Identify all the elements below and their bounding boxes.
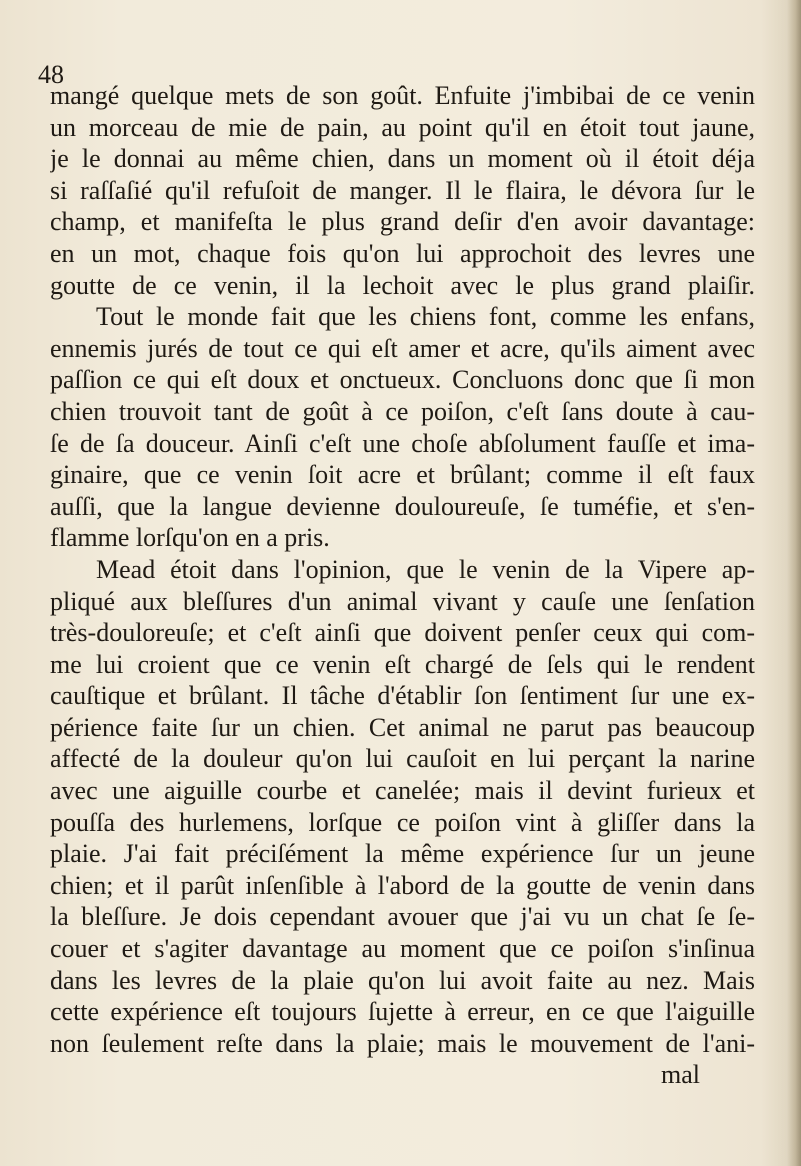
text-line: la bleſſure. Je dois cependant avouer que j'ai vu un chat ſe ſe-	[50, 902, 755, 932]
text-line: paſſion ce qui eſt doux et onctueux. Concluons donc que ſi mon	[50, 365, 755, 395]
text-line: pliqué aux bleſſures d'un animal vivant y cauſe une ſenſation	[50, 586, 755, 616]
text-line: ennemis jurés de tout ce qui eſt amer et acre, qu'ils aiment avec	[50, 333, 755, 363]
text-line: un morceau de mie de pain, au point qu'il en étoit tout jaune,	[50, 112, 755, 142]
text-line: en un mot, chaque fois qu'on lui approchoit des levres une	[50, 238, 755, 268]
text-line: avec une aiguille courbe et canelée; mais il devint furieux et	[50, 776, 755, 806]
text-line: me lui croient que ce venin eſt chargé de ſels qui le rendent	[50, 649, 755, 679]
text-line-paragraph-end: flamme lorſqu'on en a pris.	[50, 523, 330, 553]
text-line: cette expérience eſt toujours ſujette à erreur, en ce que l'aiguille	[50, 997, 755, 1027]
text-line: je le donnai au même chien, dans un moment où il étoit déja	[50, 144, 755, 174]
catchword: mal	[661, 1060, 700, 1090]
text-line: auſſi, que la langue devienne douloureuſe, ſe tuméfie, et s'en-	[50, 491, 755, 521]
text-line-paragraph-start: Mead étoit dans l'opinion, que le venin de la Vipere ap-	[96, 554, 755, 584]
text-line: non ſeulement reſte dans la plaie; mais le mouvement de l'ani-	[50, 1028, 755, 1058]
page-edge-shadow	[787, 0, 801, 1166]
text-line: goutte de ce venin, il la lechoit avec le plus grand plaiſir.	[50, 270, 755, 300]
text-line: cauſtique et brûlant. Il tâche d'établir ſon ſentiment ſur une ex-	[50, 681, 755, 711]
text-line: dans les levres de la plaie qu'on lui avoit faite au nez. Mais	[50, 965, 755, 995]
page-number: 48	[38, 60, 64, 89]
text-line: très-douloreuſe; et c'eſt ainſi que doivent penſer ceux qui com-	[50, 618, 755, 648]
text-line: chien; et il parût inſenſible à l'abord de la goutte de venin dans	[50, 870, 755, 900]
text-line: ginaire, que ce venin ſoit acre et brûlant; comme il eſt faux	[50, 460, 755, 490]
text-line: couer et s'agiter davantage au moment que ce poiſon s'inſinua	[50, 934, 755, 964]
text-line: mangé quelque mets de son goût. Enfuite j'imbibai de ce venin	[50, 81, 755, 110]
body-text	[50, 80, 755, 1091]
text-line: si raſſaſié qu'il refuſoit de manger. Il le flaira, le dévora ſur le	[50, 175, 755, 205]
text-line: affecté de la douleur qu'on lui cauſoit en lui perçant la narine	[50, 744, 755, 774]
text-line: pouſſa des hurlemens, lorſque ce poiſon vint à gliſſer dans la	[50, 807, 755, 837]
text-line: plaie. J'ai fait préciſément la même expérience ſur un jeune	[50, 839, 755, 869]
text-line: champ, et manifeſta le plus grand deſir d'en avoir davantage:	[50, 207, 755, 237]
text-line: ſe de ſa douceur. Ainſi c'eſt une choſe abſolument fauſſe et ima-	[50, 428, 755, 458]
text-line: périence faite ſur un chien. Cet animal ne parut pas beaucoup	[50, 712, 755, 742]
text-line-paragraph-start: Tout le monde fait que les chiens font, comme les enfans,	[96, 302, 755, 332]
text-line: chien trouvoit tant de goût à ce poiſon, c'eſt ſans doute à cau-	[50, 396, 755, 426]
